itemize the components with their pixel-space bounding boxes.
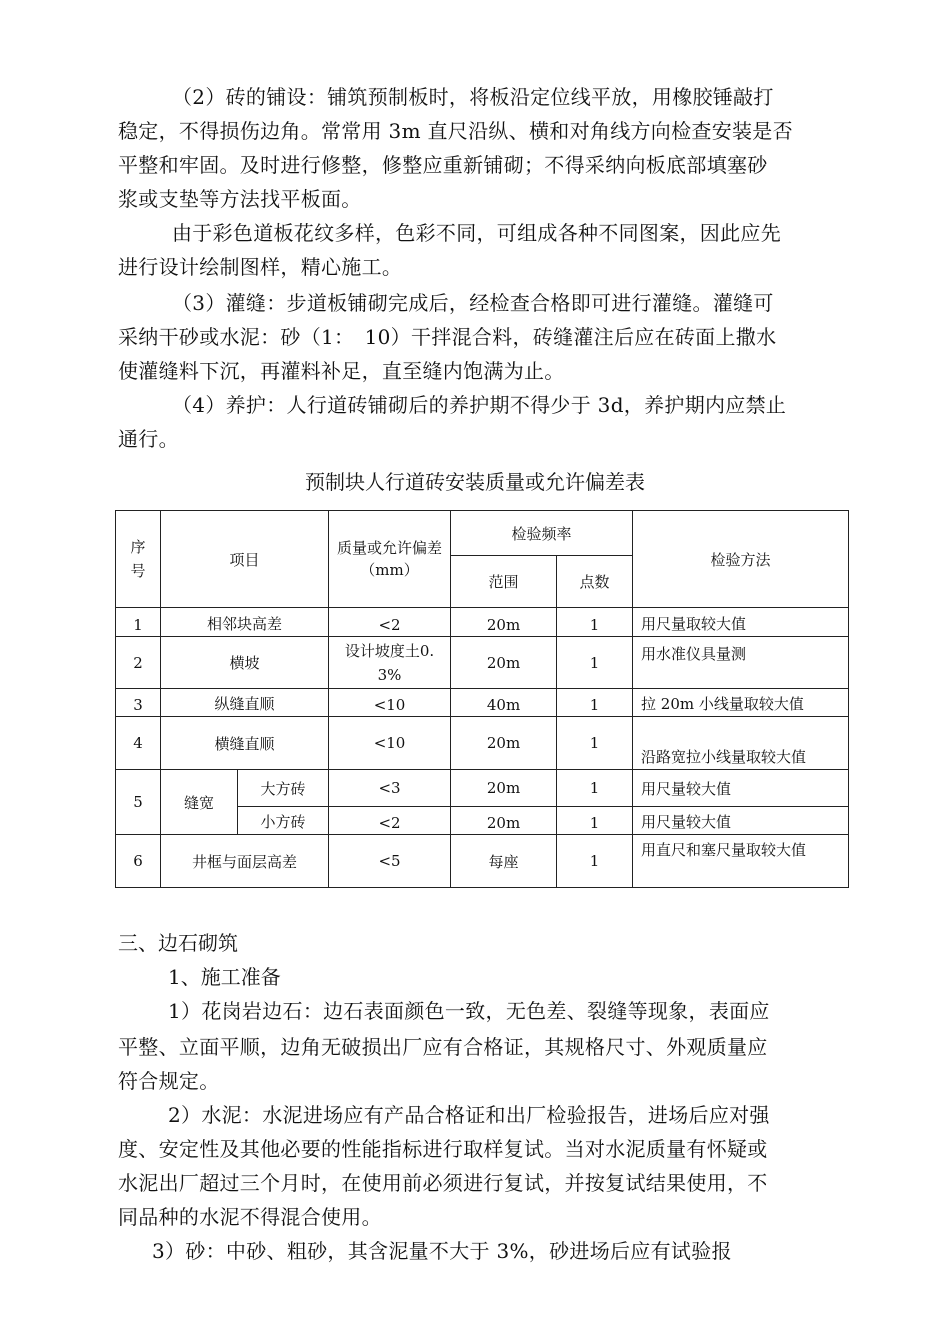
cell-method: 用尺量取较大值 <box>633 608 849 637</box>
cell-method: 拉 20m 小线量取较大值 <box>633 689 849 717</box>
cell-method: 用尺量较大值 <box>633 807 849 835</box>
header-frequency: 检验频率 <box>451 511 633 556</box>
header-item: 项目 <box>161 511 329 608</box>
paragraph-line: 2）水泥：水泥进场应有产品合格证和出厂检验报告，进场后应对强 <box>168 1103 770 1127</box>
cell-tolerance: <10 <box>329 689 451 717</box>
paragraph-line: 由于彩色道板花纹多样，色彩不同，可组成各种不同图案，因此应先 <box>172 221 781 245</box>
table-row <box>116 689 849 717</box>
table-row <box>116 835 849 888</box>
section-subheading: 1、施工准备 <box>168 965 281 989</box>
paragraph-line: 平整和牢固。及时进行修整，修整应重新铺砌；不得采纳向板底部填塞砂 <box>118 153 768 177</box>
cell-seq: 5 <box>116 770 161 835</box>
paragraph-line: （4）养护：人行道砖铺砌后的养护期不得少于 3d，养护期内应禁止 <box>172 393 787 417</box>
paragraph-line: 稳定，不得损伤边角。常常用 3m 直尺沿纵、横和对角线方向检查安装是否 <box>118 119 793 143</box>
cell-method: 用水准仪具量测 <box>633 637 849 689</box>
cell-points: 1 <box>557 608 633 637</box>
cell-range: 20m <box>451 770 557 807</box>
cell-tolerance: <2 <box>329 608 451 637</box>
cell-seq: 2 <box>116 637 161 689</box>
paragraph-line: 通行。 <box>118 427 179 451</box>
paragraph-line: 3）砂：中砂、粗砂，其含泥量不大于 3%，砂进场后应有试验报 <box>152 1239 732 1263</box>
header-tolerance: 质量或允许偏差（mm） <box>329 511 451 608</box>
cell-points: 1 <box>557 770 633 807</box>
paragraph-line: 符合规定。 <box>118 1069 220 1093</box>
cell-subitem: 大方砖 <box>238 770 329 807</box>
cell-range: 20m <box>451 608 557 637</box>
cell-seq: 1 <box>116 608 161 637</box>
cell-tolerance: <10 <box>329 717 451 770</box>
header-seq: 序号 <box>116 511 161 608</box>
paragraph-line: 1）花岗岩边石：边石表面颜色一致，无色差、裂缝等现象，表面应 <box>168 999 770 1023</box>
paragraph-line: 采纳干砂或水泥：砂（1： 10）干拌混合料，砖缝灌注后应在砖面上撒水 <box>118 325 777 349</box>
paragraph-line: 进行设计绘制图样，精心施工。 <box>118 255 403 279</box>
cell-range: 20m <box>451 637 557 689</box>
cell-points: 1 <box>557 637 633 689</box>
table-row <box>116 608 849 637</box>
cell-points: 1 <box>557 835 633 888</box>
cell-tolerance: <3 <box>329 770 451 807</box>
quality-table <box>115 510 849 888</box>
cell-subitem: 小方砖 <box>238 807 329 835</box>
cell-tolerance: 设计坡度土0.3% <box>329 637 451 689</box>
paragraph-line: 水泥出厂超过三个月时，在使用前必须进行复试，并按复试结果使用，不 <box>118 1171 768 1195</box>
cell-range: 20m <box>451 807 557 835</box>
paragraph-line: 使灌缝料下沉，再灌料补足，直至缝内饱满为止。 <box>118 359 565 383</box>
header-method: 检验方法 <box>633 511 849 608</box>
cell-seq: 4 <box>116 717 161 770</box>
cell-item: 井框与面层高差 <box>161 835 329 888</box>
header-points: 点数 <box>557 556 633 608</box>
paragraph-line: 度、安定性及其他必要的性能指标进行取样复试。当对水泥质量有怀疑或 <box>118 1137 768 1161</box>
paragraph-line: 浆或支垫等方法找平板面。 <box>118 187 362 211</box>
header-range: 范围 <box>451 556 557 608</box>
paragraph-line: （3）灌缝：步道板铺砌完成后，经检查合格即可进行灌缝。灌缝可 <box>172 291 774 315</box>
cell-points: 1 <box>557 689 633 717</box>
table-caption: 预制块人行道砖安装质量或允许偏差表 <box>305 470 645 494</box>
table-row <box>116 770 849 807</box>
cell-range: 20m <box>451 717 557 770</box>
cell-range: 每座 <box>451 835 557 888</box>
cell-method: 用直尺和塞尺量取较大值 <box>633 835 849 888</box>
cell-method: 沿路宽拉小线量取较大值 <box>633 717 849 770</box>
cell-method: 用尺量较大值 <box>633 770 849 807</box>
paragraph-line: 平整、立面平顺，边角无破损出厂应有合格证，其规格尺寸、外观质量应 <box>118 1035 768 1059</box>
cell-seq: 6 <box>116 835 161 888</box>
cell-item: 缝宽 <box>161 770 238 835</box>
cell-seq: 3 <box>116 689 161 717</box>
table-row <box>116 717 849 770</box>
cell-range: 40m <box>451 689 557 717</box>
paragraph-line: 同品种的水泥不得混合使用。 <box>118 1205 382 1229</box>
cell-tolerance: <5 <box>329 835 451 888</box>
cell-item: 纵缝直顺 <box>161 689 329 717</box>
cell-item: 横坡 <box>161 637 329 689</box>
cell-item: 相邻块高差 <box>161 608 329 637</box>
cell-points: 1 <box>557 807 633 835</box>
table-row <box>116 637 849 689</box>
cell-points: 1 <box>557 717 633 770</box>
paragraph-line: （2）砖的铺设：铺筑预制板时，将板沿定位线平放，用橡胶锤敲打 <box>172 85 774 109</box>
section-heading: 三、边石砌筑 <box>118 931 238 955</box>
cell-tolerance: <2 <box>329 807 451 835</box>
cell-item: 横缝直顺 <box>161 717 329 770</box>
